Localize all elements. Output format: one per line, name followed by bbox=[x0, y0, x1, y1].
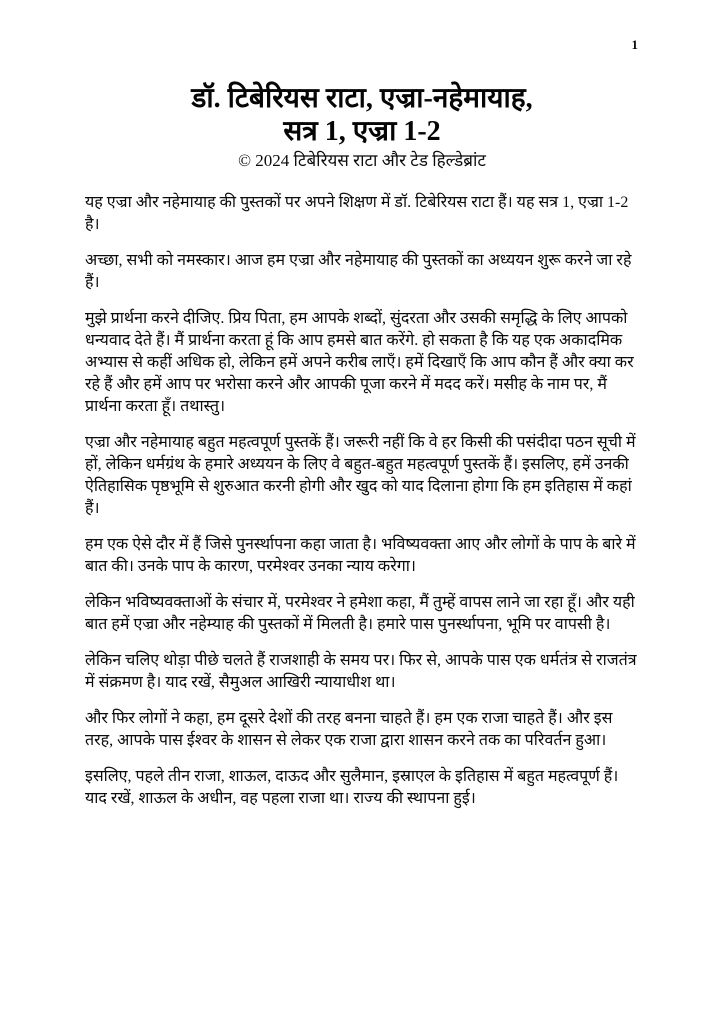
document-title-line2: सत्र 1, एज्रा 1-2 bbox=[283, 116, 441, 147]
paragraph: लेकिन चलिए थोड़ा पीछे चलते हैं राजशाही के समय पर। फिर से, आपके पास एक धर्मतंत्र से राजतंत्र में संक्रमण है। याद रखें, सैमुअल आखिरी न्यायाधीश था। bbox=[85, 652, 637, 691]
paragraph: मुझे प्रार्थना करने दीजिए. प्रिय पिता, हम आपके शब्दों, सुंदरता और उसकी समृद्धि के लिए आपको धन्यवाद देते हैं। मैं प्रार्थना करता हूं कि आप हमसे बात करेंगे. हो सकता है कि यह एक अकादमिक अभ्यास से कहीं अधिक हो, लेकिन हमें अपने करीब लाएँ। हमें दिखाएँ कि आप कौन हैं और क्या कर रहे हैं और हमें आप पर भरोसा करने और आपकी पूजा करने में मदद करें। मसीह के नाम पर, मैं प्रार्थना करता हूँ। तथास्तु। bbox=[85, 310, 634, 415]
copyright-line: © 2024 टिबेरियस राटा और टेड हिल्डेब्रांट bbox=[238, 151, 486, 170]
paragraph: अच्छा, सभी को नमस्कार। आज हम एज्रा और नहेमायाह की पुस्तकों का अध्ययन शुरू करने जा रहे हैं। bbox=[85, 252, 632, 291]
paragraph: एज्रा और नहेमायाह बहुत महत्वपूर्ण पुस्तकें हैं। जरूरी नहीं कि वे हर किसी की पसंदीदा पठन सूची में हों, लेकिन धर्मग्रंथ के हमारे अध्ययन के लिए वे बहुत-बहुत महत्वपूर्ण पुस्तकें हैं। इसलिए, हमें उनकी ऐतिहासिक पृष्ठभूमि से शुरुआत करनी होगी और खुद को याद दिलाना होगा कि हम इतिहास में कहां हैं। bbox=[85, 434, 636, 517]
paragraph: लेकिन भविष्यवक्ताओं के संचार में, परमेश्वर ने हमेशा कहा, मैं तुम्हें वापस लाने जा रहा हूँ। और यही बात हमें एज्रा और नहेम्याह की पुस्तकों में मिलती है। हमारे पास पुनर्स्थापना, भूमि पर वापसी है। bbox=[85, 594, 635, 633]
page-number: 1 bbox=[631, 37, 638, 52]
paragraph: इसलिए, पहले तीन राजा, शाऊल, दाऊद और सुलैमान, इस्राएल के इतिहास में बहुत महत्वपूर्ण हैं। याद रखें, शाऊल के अधीन, वह पहला राजा था। राज्य की स्थापना हुई। bbox=[85, 768, 619, 807]
document-title-line1: डॉ. टिबेरियस राटा, एज्रा-नहेमायाह, bbox=[191, 83, 533, 114]
document-header bbox=[0, 0, 724, 172]
document-body bbox=[85, 192, 640, 810]
paragraph: यह एज्रा और नहेमायाह की पुस्तकों पर अपने शिक्षण में डॉ. टिबेरियस राटा हैं। यह सत्र 1, एज्रा 1-2 है। bbox=[85, 194, 629, 233]
document-title bbox=[0, 82, 724, 148]
paragraph: और फिर लोगों ने कहा, हम दूसरे देशों की तरह बनना चाहते हैं। हम एक राजा चाहते हैं। और इस तरह, आपके पास ईश्वर के शासन से लेकर एक राजा द्वारा शासन करने तक का परिवर्तन हुआ। bbox=[85, 710, 613, 749]
paragraph: हम एक ऐसे दौर में हैं जिसे पुनर्स्थापना कहा जाता है। भविष्यवक्ता आए और लोगों के पाप के बारे में बात की। उनके पाप के कारण, परमेश्वर उनका न्याय करेगा। bbox=[85, 536, 636, 575]
